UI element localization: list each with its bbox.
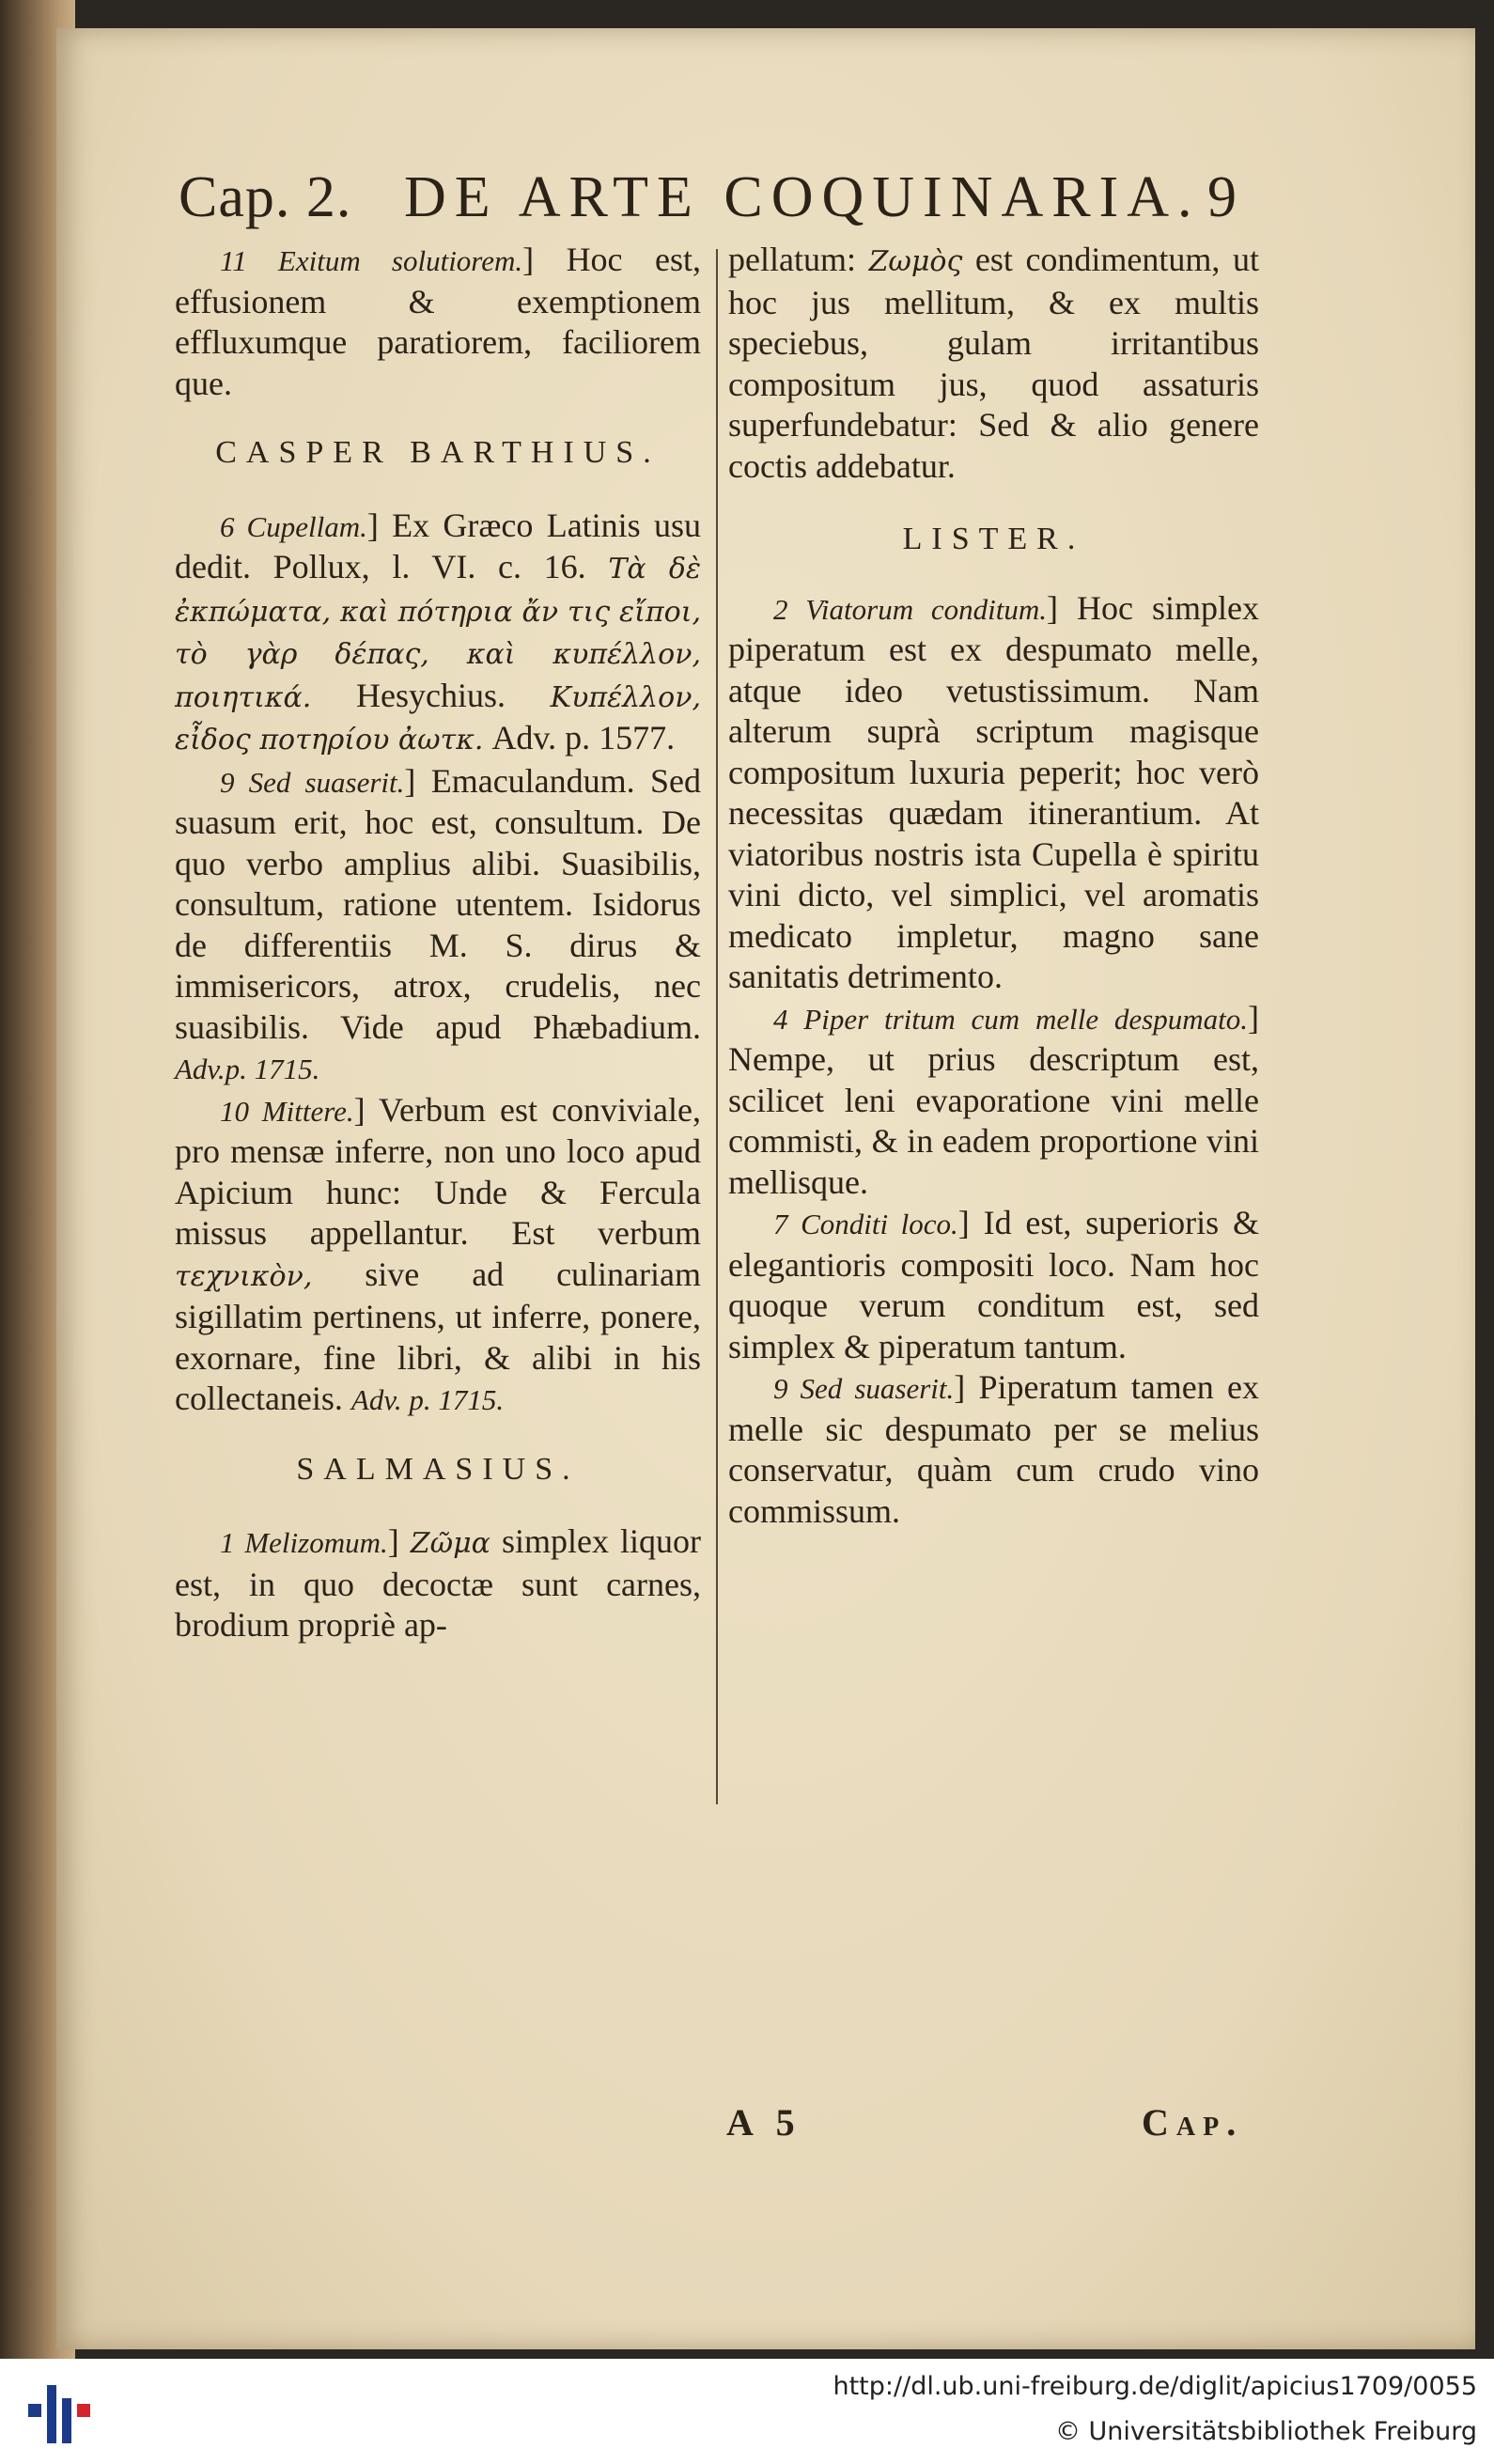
- paragraph-text: ] Verbum est conviviale, pro mensæ inferre, non uno loco apud Apicium hunc: Unde & Fercula missus appellantur. Est verbum: [175, 1090, 702, 1252]
- paragraph: [175, 240, 701, 404]
- page-number: 9: [1207, 165, 1237, 229]
- paragraph: [728, 1203, 1259, 1367]
- greek-text: Ζῶμα: [410, 1527, 490, 1560]
- left-column: [175, 240, 701, 1646]
- greek-text: Κυπέλλον, εἶδος ποτηρίου ἀωτκ.: [175, 680, 701, 756]
- section-heading: LISTER.: [902, 522, 1085, 556]
- paragraph-text: pellatum:: [728, 241, 856, 278]
- reference: Adv. p. 1577.: [491, 719, 676, 756]
- catchword: Cap.: [1142, 2101, 1244, 2144]
- paragraph-text: ] Hoc simplex piperatum est ex despumato melle, atque ideo vetustissimum. Nam alterum suprà scriptum magisque compositum luxuria peperit; hoc verò necessitas quædam itinerantium. At viatoribus nostris ista Cupella è spiritu vini dicto, vel simplici, vel aromatis medicato impletur, magno sane sanitatis detrimento.: [728, 588, 1259, 995]
- page-title: DE ARTE COQUINARIA.: [404, 165, 1201, 229]
- reference: Adv.p. 1715.: [175, 1053, 320, 1085]
- greek-text: Ζωμὸς: [868, 245, 963, 278]
- paragraph-text: est condimentum, ut hoc jus mellitum, & ex multis speciebus, gulam irritantibus compositum jus, quod assaturis superfundebatur: Sed & alio genere coctis addebatur.: [728, 241, 1260, 485]
- lemma: 9 Sed suaserit.: [773, 1372, 955, 1405]
- paragraph: [728, 240, 1259, 487]
- lemma: 4 Piper tritum cum melle despumato.: [773, 1002, 1248, 1036]
- paragraph: [175, 506, 701, 761]
- lemma: 10 Mittere.: [220, 1094, 354, 1128]
- permalink-url[interactable]: http://dl.ub.uni-freiburg.de/diglit/apicius1709/0055: [833, 2372, 1477, 2401]
- paragraph: [728, 998, 1259, 1204]
- paragraph-text: ] Nempe, ut prius descriptum est, scilicet leni evaporatione vini melle commisti, & in eadem proportione vini mellisque.: [728, 998, 1259, 1201]
- right-column: [728, 240, 1259, 1532]
- greek-text: τεχνικὸν,: [175, 1259, 313, 1293]
- chapter-label: Cap. 2.: [179, 165, 352, 229]
- paragraph-text: sive ad culinariam sigillatim pertinens, ut inferre, ponere, exornare, fine libri, & alibi in his collectaneis.: [175, 1255, 701, 1417]
- paragraph-text: ] Id est, superioris & elegantioris compositi loco. Nam hoc quoque verum conditum est, sed simplex & piperatum tantum.: [728, 1204, 1259, 1365]
- paragraph: [728, 588, 1259, 998]
- paragraph-text: ] Emaculandum. Sed suasum erit, hoc est, consultum. De quo verbo amplius alibi. Suasibilis, consultum, ratione utentem. Isidorus de differentiis M. S. dirus & immisericors, atrox, crudelis, nec suasibilis. Vide apud Phæbadium.: [175, 761, 702, 1046]
- paragraph-text: ] Piperatum tamen ex melle sic despumato per se melius conservatur, quàm cum crudo vino commissum.: [728, 1368, 1259, 1530]
- paragraph-text: ]: [387, 1522, 399, 1560]
- paragraph: [175, 761, 701, 1090]
- greek-text: Τὰ δὲ ἐκπώματα, καὶ πότηρια ἄν τις εἴποι, τὸ γὰρ δέπας, καὶ κυπέλλον, ποιητικά.: [175, 553, 701, 714]
- lemma: 9 Sed suaserit.: [220, 765, 405, 799]
- running-header: [122, 155, 1344, 240]
- section-heading: SALMASIUS.: [296, 1451, 580, 1487]
- paragraph: [175, 1090, 701, 1421]
- lemma: 2 Viatorum conditum.: [773, 592, 1047, 626]
- bottom-bar: [0, 2359, 1494, 2464]
- lemma: 1 Melizomum.: [220, 1526, 388, 1559]
- ub-freiburg-logo-icon: [28, 2376, 94, 2451]
- section-heading: CASPER BARTHIUS.: [215, 435, 661, 470]
- paragraph: [175, 1521, 701, 1646]
- column-divider: [716, 249, 718, 1804]
- paragraph-text: Hesychius.: [356, 676, 506, 714]
- copyright-notice: © Universitätsbibliothek Freiburg: [1054, 2417, 1477, 2446]
- paragraph-text: ] Ex Græco Latinis usu dedit. Pollux, l. VI. c. 16.: [175, 506, 701, 585]
- reference: Adv. p. 1715.: [350, 1383, 505, 1416]
- paragraph: [728, 1367, 1259, 1532]
- paragraph-text: simplex liquor est, in quo decoctæ sunt carnes, brodium propriè ap-: [175, 1522, 702, 1644]
- lemma: 11 Exitum solutiorem.: [220, 244, 523, 277]
- lemma: 7 Conditi loco.: [773, 1208, 958, 1240]
- paragraph-text: ] Hoc est, effusionem & exemptionem effluxumque paratiorem, faciliorem que.: [175, 241, 701, 402]
- signature-mark: A 5: [726, 2101, 802, 2144]
- lemma: 6 Cupellam.: [220, 509, 367, 543]
